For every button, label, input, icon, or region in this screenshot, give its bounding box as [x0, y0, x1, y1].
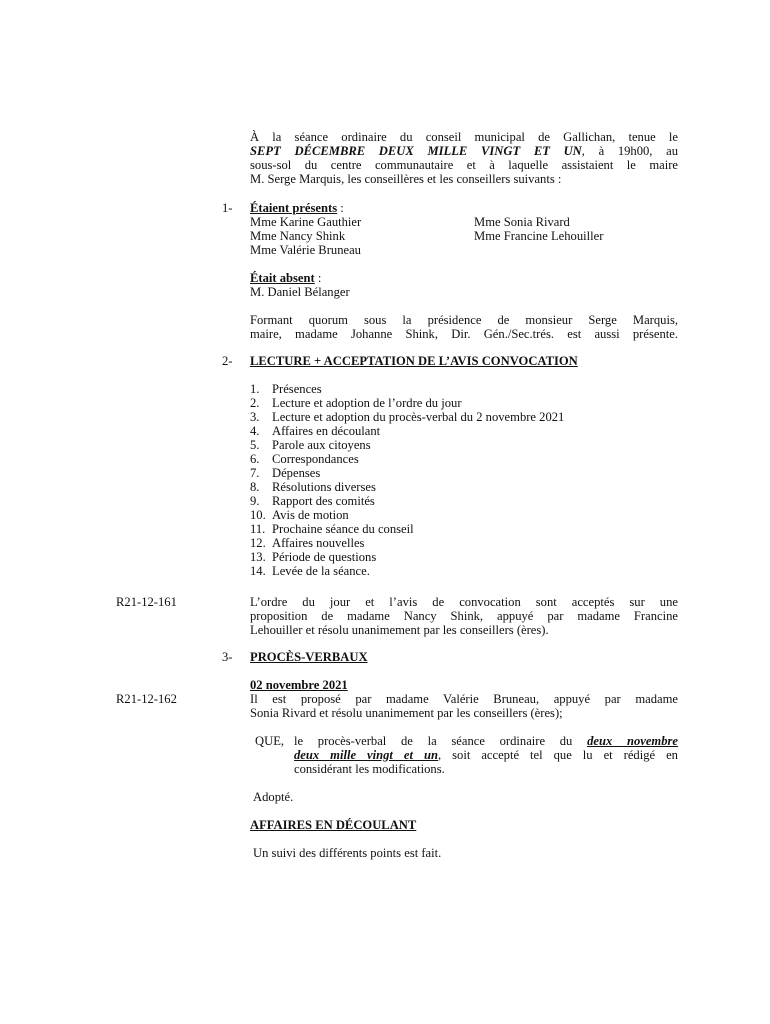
agenda-item-number: 6.: [250, 452, 260, 466]
resolution-162-line-1: Il est proposé par madame Valérie Bruneau, appuyé par madame: [250, 692, 678, 706]
agenda-item: [250, 564, 564, 578]
agenda-item: [250, 550, 564, 564]
agenda-item: [250, 522, 564, 536]
agenda-item-number: 2.: [250, 396, 260, 410]
agenda-item-text: Correspondances: [272, 452, 359, 466]
agenda-item: [250, 480, 564, 494]
agenda-item: [250, 508, 564, 522]
agenda-item-text: Prochaine séance du conseil: [272, 522, 414, 536]
agenda-item-number: 7.: [250, 466, 260, 480]
section-2-number: 2-: [222, 354, 233, 368]
agenda-item-number: 11.: [250, 522, 266, 536]
agenda-item-number: 4.: [250, 424, 260, 438]
agenda-item-text: Parole aux citoyens: [272, 438, 371, 452]
agenda-item-number: 13.: [250, 550, 266, 564]
que-line-2-rest: , soit accepté tel que lu et rédigé en: [438, 748, 678, 762]
agenda-item-number: 9.: [250, 494, 260, 508]
que-line-1: [294, 734, 678, 748]
intro-line-4: M. Serge Marquis, les conseillères et les conseillers suivants :: [250, 172, 562, 186]
agenda-item: [250, 494, 564, 508]
agenda-item: [250, 452, 564, 466]
que-date-emph-2: deux mille vingt et un: [294, 748, 438, 762]
que-line-3: considérant les modifications.: [294, 762, 445, 776]
agenda-item-text: Levée de la séance.: [272, 564, 370, 578]
resolution-162-line-2: Sonia Rivard et résolu unanimement par les conseillers (ères);: [250, 706, 563, 720]
agenda-item-number: 12.: [250, 536, 266, 550]
quorum-line-2: maire, madame Johanne Shink, Dir. Gén./Sec.trés. est aussi présente.: [250, 327, 678, 341]
agenda-item-number: 5.: [250, 438, 260, 452]
absent-heading-text: Était absent: [250, 271, 315, 285]
agenda-item-text: Présences: [272, 382, 322, 396]
agenda-item-number: 3.: [250, 410, 260, 424]
agenda-item-text: Résolutions diverses: [272, 480, 376, 494]
present-heading-text: Étaient présents: [250, 201, 338, 215]
agenda-item-number: 14.: [250, 564, 266, 578]
section-2-heading: LECTURE + ACCEPTATION DE L’AVIS CONVOCATION: [250, 354, 578, 368]
que-prefix: QUE,: [255, 734, 285, 748]
agenda-item: [250, 410, 564, 424]
absent-heading-colon: :: [314, 271, 322, 285]
resolution-number-161: R21-12-161: [116, 595, 177, 609]
agenda-list: [250, 382, 564, 578]
resolution-161-line-1: L’ordre du jour et l’avis de convocation sont acceptés sur une: [250, 595, 678, 609]
present-member: Mme Valérie Bruneau: [250, 243, 361, 257]
present-heading-colon: :: [337, 201, 344, 215]
agenda-item: [250, 438, 564, 452]
agenda-item: [250, 536, 564, 550]
agenda-item-text: Période de questions: [272, 550, 377, 564]
resolution-161-text: [250, 595, 678, 637]
present-member: Mme Karine Gauthier: [250, 215, 362, 229]
resolution-161-line-2: proposition de madame Nancy Shink, appuyé par madame Francine: [250, 609, 678, 623]
section-1-number: 1-: [222, 201, 233, 215]
agenda-item-number: 1.: [250, 382, 260, 396]
agenda-item-number: 8.: [250, 480, 260, 494]
minutes-date-heading: 02 novembre 2021: [250, 678, 348, 692]
intro-line-3: sous-sol du centre communautaire et à laquelle assistaient le maire: [250, 158, 678, 172]
agenda-item: [250, 466, 564, 480]
que-line-2: [294, 748, 678, 762]
agenda-item-text: Lecture et adoption du procès-verbal du 2 novembre 2021: [272, 410, 565, 424]
intro-line-2: [250, 144, 678, 158]
present-list-right: [474, 215, 603, 243]
agenda-item: [250, 424, 564, 438]
resolution-number-162: R21-12-162: [116, 692, 177, 706]
absent-heading: [250, 271, 321, 285]
absent-member: M. Daniel Bélanger: [250, 285, 350, 299]
que-clause: [294, 734, 678, 776]
agenda-item: [250, 396, 564, 410]
section-3-heading: PROCÈS-VERBAUX: [250, 650, 368, 664]
agenda-item-text: Affaires nouvelles: [272, 536, 365, 550]
present-list-left: [250, 215, 361, 257]
affaires-text: Un suivi des différents points est fait.: [253, 846, 442, 860]
present-heading: [250, 201, 344, 215]
resolution-161-line-3: Lehouiller et résolu unanimement par les conseillers (ères).: [250, 623, 549, 637]
quorum-paragraph: [250, 313, 678, 341]
intro-line-2-rest: , à 19h00, au: [581, 144, 678, 158]
affaires-heading: AFFAIRES EN DÉCOULANT: [250, 818, 417, 832]
intro-paragraph: [250, 130, 678, 186]
intro-line-1: À la séance ordinaire du conseil municipal de Gallichan, tenue le: [250, 130, 678, 144]
que-line-1-text: le procès-verbal de la séance ordinaire du: [294, 734, 573, 748]
agenda-item-number: 10.: [250, 508, 266, 522]
agenda-item-text: Dépenses: [272, 466, 321, 480]
agenda-item-text: Rapport des comités: [272, 494, 375, 508]
agenda-item-text: Avis de motion: [272, 508, 349, 522]
agenda-item-text: Affaires en découlant: [272, 424, 381, 438]
que-date-emph-1: deux novembre: [587, 734, 679, 748]
section-3-number: 3-: [222, 650, 233, 664]
meeting-date: SEPT DÉCEMBRE DEUX MILLE VINGT ET UN: [250, 144, 582, 158]
agenda-item: [250, 382, 564, 396]
quorum-line-1: Formant quorum sous la présidence de monsieur Serge Marquis,: [250, 313, 678, 327]
present-member: Mme Nancy Shink: [250, 229, 346, 243]
present-member: Mme Sonia Rivard: [474, 215, 570, 229]
adopted-label: Adopté.: [253, 790, 294, 804]
resolution-162-text: [250, 692, 678, 720]
present-member: Mme Francine Lehouiller: [474, 229, 604, 243]
agenda-item-text: Lecture et adoption de l’ordre du jour: [272, 396, 462, 410]
